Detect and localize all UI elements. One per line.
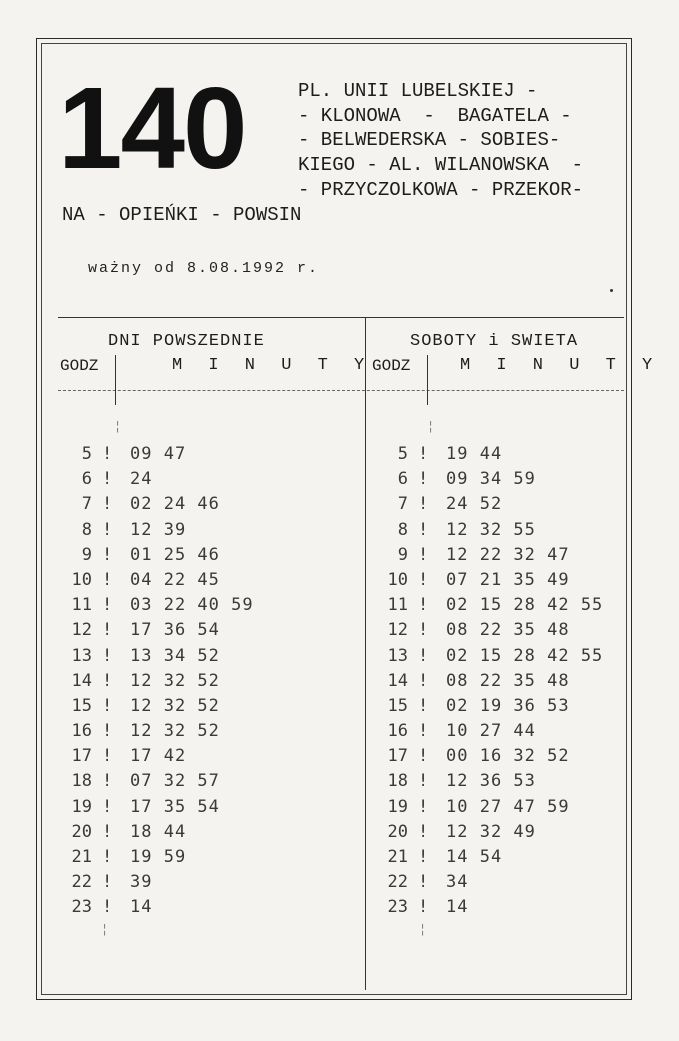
- valid-from-note: ważny od 8.08.1992 r.: [88, 260, 320, 277]
- route-stops-line-6: NA - OPIEŃKI - POWSIN: [62, 204, 302, 226]
- row-separator: !: [418, 872, 429, 893]
- hour: 14: [71, 670, 92, 691]
- hour: 15: [71, 695, 92, 716]
- row-separator: !: [418, 847, 429, 867]
- hour: 18: [387, 771, 408, 792]
- departure-minutes: 09 34 59: [446, 469, 536, 490]
- departure-minutes: 12 32 49: [446, 821, 536, 842]
- departure-minutes: 07 21 35 49: [446, 569, 570, 590]
- hour: 23: [387, 897, 408, 918]
- hour: 14: [387, 670, 408, 691]
- departure-minutes: 19 59: [130, 847, 187, 867]
- weekend-header-divider: [427, 355, 428, 405]
- departure-minutes: 13 34 52: [130, 645, 220, 666]
- row-separator: !: [102, 872, 113, 893]
- row-separator: !: [102, 670, 113, 691]
- departure-minutes: 24 52: [446, 494, 503, 515]
- departure-minutes: 14: [130, 897, 153, 918]
- departure-minutes: 19 44: [446, 444, 503, 464]
- row-separator: !: [418, 444, 429, 464]
- hour: 18: [71, 771, 92, 792]
- row-separator: !: [102, 620, 113, 641]
- row-separator: !: [418, 469, 429, 490]
- departure-minutes: 02 15 28 42 55: [446, 595, 604, 616]
- departure-minutes: 34: [446, 872, 469, 893]
- header-bottom-rule: [58, 390, 624, 391]
- departure-minutes: 12 32 52: [130, 695, 220, 716]
- departure-minutes: 09 47: [130, 444, 187, 464]
- hour: 16: [71, 721, 92, 742]
- row-separator: !: [418, 695, 429, 716]
- departure-minutes: 12 22 32 47: [446, 544, 570, 565]
- departure-minutes: 07 32 57: [130, 771, 220, 792]
- route-stops-line-2: - KLONOWA - BAGATELA -: [298, 105, 572, 127]
- weekday-column-tick-bottom: ¦: [101, 923, 109, 937]
- hour: 21: [387, 847, 408, 867]
- row-separator: !: [102, 544, 113, 565]
- hour: 9: [81, 544, 92, 565]
- hour: 13: [71, 645, 92, 666]
- departure-minutes: 14 54: [446, 847, 503, 867]
- departure-minutes: 12 36 53: [446, 771, 536, 792]
- hour: 9: [397, 544, 408, 565]
- route-stops-line-1: PL. UNII LUBELSKIEJ -: [298, 80, 538, 102]
- row-separator: !: [102, 771, 113, 792]
- row-separator: !: [418, 569, 429, 590]
- hour: 19: [71, 796, 92, 817]
- hour: 17: [387, 746, 408, 767]
- row-separator: !: [418, 771, 429, 792]
- departure-minutes: 12 32 52: [130, 721, 220, 742]
- hour: 6: [81, 469, 92, 490]
- departure-minutes: 18 44: [130, 821, 187, 842]
- departure-minutes: 02 15 28 42 55: [446, 645, 604, 666]
- hour: 16: [387, 721, 408, 742]
- hour: 23: [71, 897, 92, 918]
- departure-minutes: 03 22 40 59: [130, 595, 254, 616]
- weekend-godz-header: GODZ: [372, 357, 411, 375]
- row-separator: !: [418, 821, 429, 842]
- hour: 20: [387, 821, 408, 842]
- hour: 11: [387, 595, 408, 616]
- weekend-column-tick-bottom: ¦: [419, 923, 427, 937]
- departure-minutes: 17 42: [130, 746, 187, 767]
- departure-minutes: 12 39: [130, 519, 187, 540]
- departure-minutes: 39: [130, 872, 153, 893]
- departure-minutes: 08 22 35 48: [446, 670, 570, 691]
- row-separator: !: [418, 494, 429, 515]
- table-top-rule: [58, 317, 624, 318]
- row-separator: !: [102, 847, 113, 867]
- row-separator: !: [418, 670, 429, 691]
- weekday-title: DNI POWSZEDNIE: [108, 332, 265, 351]
- hour: 6: [397, 469, 408, 490]
- hour: 10: [387, 569, 408, 590]
- departure-minutes: 10 27 47 59: [446, 796, 570, 817]
- hour: 8: [81, 519, 92, 540]
- row-separator: !: [418, 721, 429, 742]
- departure-minutes: 04 22 45: [130, 569, 220, 590]
- column-divider: [365, 317, 366, 990]
- hour: 13: [387, 645, 408, 666]
- hour: 20: [71, 821, 92, 842]
- hour: 8: [397, 519, 408, 540]
- hour: 21: [71, 847, 92, 867]
- row-separator: !: [102, 595, 113, 616]
- departure-minutes: 00 16 32 52: [446, 746, 570, 767]
- row-separator: !: [102, 746, 113, 767]
- row-separator: !: [102, 821, 113, 842]
- weekend-minuty-header: M I N U T Y: [460, 356, 661, 375]
- departure-minutes: 17 35 54: [130, 796, 220, 817]
- row-separator: !: [418, 519, 429, 540]
- hour: 5: [397, 444, 408, 464]
- weekday-godz-header: GODZ: [60, 357, 99, 375]
- hour: 7: [397, 494, 408, 515]
- hour: 11: [71, 595, 92, 616]
- hour: 10: [71, 569, 92, 590]
- row-separator: !: [418, 796, 429, 817]
- hour: 17: [71, 746, 92, 767]
- hour: 5: [81, 444, 92, 464]
- row-separator: !: [102, 721, 113, 742]
- departure-minutes: 24: [130, 469, 153, 490]
- row-separator: !: [102, 645, 113, 666]
- row-separator: !: [102, 494, 113, 515]
- departure-minutes: 14: [446, 897, 469, 918]
- ink-speck: [610, 289, 613, 292]
- route-stops-line-4: KIEGO - AL. WILANOWSKA -: [298, 154, 584, 176]
- weekend-title: SOBOTY i SWIETA: [410, 332, 579, 351]
- route-number: 140: [58, 63, 246, 193]
- departure-minutes: 12 32 52: [130, 670, 220, 691]
- weekday-minuty-header: M I N U T Y: [172, 356, 373, 375]
- route-stops-line-5: - PRZYCZOLKOWA - PRZEKOR-: [298, 179, 584, 201]
- departure-minutes: 08 22 35 48: [446, 620, 570, 641]
- weekday-header-divider: [115, 355, 116, 405]
- hour: 7: [81, 494, 92, 515]
- hour: 22: [387, 872, 408, 893]
- row-separator: !: [418, 620, 429, 641]
- hour: 19: [387, 796, 408, 817]
- hour: 22: [71, 872, 92, 893]
- hour: 12: [71, 620, 92, 641]
- row-separator: !: [418, 897, 429, 918]
- row-separator: !: [418, 595, 429, 616]
- departure-minutes: 12 32 55: [446, 519, 536, 540]
- row-separator: !: [102, 897, 113, 918]
- row-separator: !: [418, 746, 429, 767]
- row-separator: !: [102, 695, 113, 716]
- weekday-column-tick: ¦: [114, 420, 122, 434]
- departure-minutes: 10 27 44: [446, 721, 536, 742]
- row-separator: !: [102, 519, 113, 540]
- row-separator: !: [102, 444, 113, 464]
- hour: 12: [387, 620, 408, 641]
- hour: 15: [387, 695, 408, 716]
- departure-minutes: 17 36 54: [130, 620, 220, 641]
- departure-minutes: 01 25 46: [130, 544, 220, 565]
- departure-minutes: 02 19 36 53: [446, 695, 570, 716]
- route-stops-line-3: - BELWEDERSKA - SOBIES-: [298, 129, 561, 151]
- row-separator: !: [102, 796, 113, 817]
- departure-minutes: 02 24 46: [130, 494, 220, 515]
- row-separator: !: [418, 645, 429, 666]
- row-separator: !: [102, 569, 113, 590]
- row-separator: !: [102, 469, 113, 490]
- row-separator: !: [418, 544, 429, 565]
- weekend-column-tick: ¦: [427, 420, 435, 434]
